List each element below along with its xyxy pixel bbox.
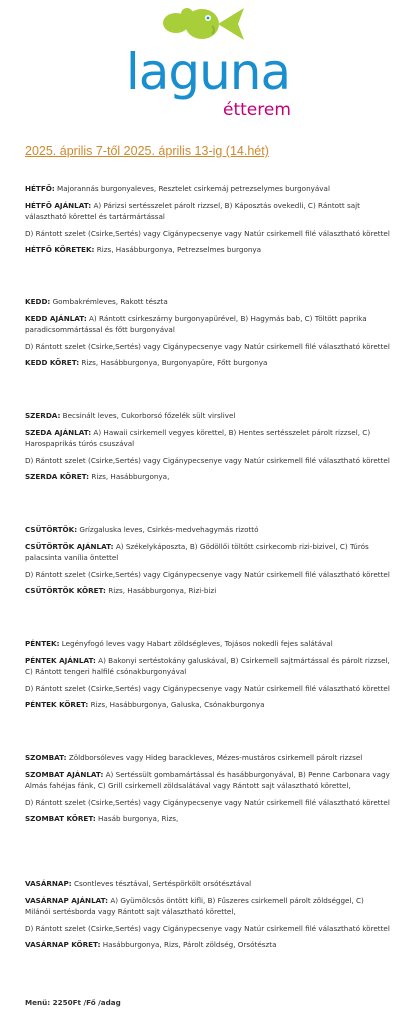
brand-sub: étterem <box>223 100 291 120</box>
soup-label: SZOMBAT: <box>25 753 67 762</box>
fixed-line: D) Rántott szelet (Csirke,Sertés) vagy Cigánypecsenye vagy Natúr csirkemell filé választható körettel <box>25 455 390 465</box>
offer-text: A) Rántott csirkeszárny burgonyapürével, B) Hagymás bab, C) Töltött paprika paradicsommártással és főtt burgonyával <box>25 313 367 334</box>
offer-line <box>25 200 390 223</box>
fixed-line: D) Rántott szelet (Csirke,Sertés) vagy Cigánypecsenye vagy Natúr csirkemell filé választható körettel <box>25 923 390 933</box>
side-line <box>25 813 390 825</box>
day-monday <box>25 183 390 261</box>
soup-text: Becsinált leves, Cukorborsó főzelék sült virslivel <box>62 411 236 420</box>
soup-label: KEDD: <box>25 297 51 306</box>
side-text: Rizs, Hasábburgonya, Galuska, Csónakburgonya <box>90 700 265 709</box>
side-label: CSÜTÖRTÖK KÖRET: <box>25 586 106 595</box>
side-label: SZERDA KÖRET: <box>25 472 90 481</box>
soup-line <box>25 296 390 308</box>
soup-line <box>25 878 390 890</box>
soup-text: Zöldborsóleves vagy Hideg barackleves, Mézes-mustáros csirkemell párolt rizzsel <box>68 753 363 762</box>
side-text: Rizs, Hasábburgonya, Petrezselmes burgonya <box>96 245 262 254</box>
brand-name: laguna <box>125 43 291 101</box>
soup-label: VASÁRNAP: <box>25 879 72 888</box>
offer-line <box>25 541 390 564</box>
side-line <box>25 585 390 597</box>
soup-text: Majorannás burgonyaleves, Resztelet csirkemáj petrezselymes burgonyával <box>57 184 330 193</box>
soup-text: Grízgaluska leves, Csirkés-medvehagymás rizottó <box>79 525 259 534</box>
soup-text: Gombakrémleves, Rakott tészta <box>52 297 168 306</box>
fixed-line: D) Rántott szelet (Csirke,Sertés) vagy Cigánypecsenye vagy Natúr csirkemell filé választható körettel <box>25 797 390 807</box>
offer-line <box>25 769 390 792</box>
side-label: VASÁRNAP KÖRET: <box>25 940 101 949</box>
soup-line <box>25 524 390 536</box>
side-label: SZOMBAT KÖRET: <box>25 814 96 823</box>
fixed-line: D) Rántott szelet (Csirke,Sertés) vagy Cigánypecsenye vagy Natúr csirkemell filé választható körettel <box>25 569 390 579</box>
side-label: HÉTFŐ KÖRETEK: <box>25 245 95 254</box>
offer-label: HÉTFŐ AJÁNLAT: <box>25 200 92 210</box>
offer-line <box>25 895 390 918</box>
soup-label: CSÜTÖRTÖK: <box>25 525 78 534</box>
offer-text: A) Gyümölcsös öntött kifli, B) Fűszeres csirkemell párolt zöldséggel, C) Milánói sertésborda vagy Rántott sajt választható körettel, <box>25 895 364 916</box>
offer-text: A) Hawaii csirkemell vegyes körettel, B) Hentes sertésszelet párolt rizzsel, C) Harospaprikás túrós csuszával <box>25 427 371 448</box>
day-sunday <box>25 878 390 956</box>
side-label: KEDD KÖRET: <box>25 358 80 367</box>
soup-line <box>25 638 390 650</box>
soup-line <box>25 183 390 195</box>
side-line <box>25 699 390 711</box>
offer-line <box>25 427 390 450</box>
day-wednesday <box>25 410 390 488</box>
day-thursday <box>25 524 390 602</box>
side-label: PÉNTEK KÖRET: <box>25 700 89 709</box>
offer-text: A) Bakonyi sertéstokány galuskával, B) Csirkemell sajtmártással és párolt rizzsel, C) Rántott tengeri halfilé csónakburgonyával <box>25 655 390 676</box>
side-text: Hasábburgonya, Rizs, Párolt zöldség, Orsótészta <box>102 940 277 949</box>
day-saturday <box>25 752 390 830</box>
side-text: Rizs, Hasábburgonya, Burgonyapüre, Főtt burgonya <box>81 358 268 367</box>
day-friday <box>25 638 390 716</box>
side-line <box>25 471 390 483</box>
side-line <box>25 244 390 256</box>
soup-label: SZERDA: <box>25 411 61 420</box>
day-tuesday <box>25 296 390 374</box>
soup-label: HÉTFŐ: <box>25 184 55 193</box>
offer-label: SZOMBAT AJÁNLAT: <box>25 769 104 779</box>
offer-line <box>25 313 390 336</box>
soup-line <box>25 410 390 422</box>
offer-text: A) Sertéssült gombamártással és hasábburgonyával, B) Penne Carbonara vagy Almás fahéjas fánk, C) Grill csirkemell zöldsalátával vagy Rántott sajt választható körettel, <box>25 769 390 790</box>
header <box>0 0 416 138</box>
soup-label: PÉNTEK: <box>25 639 60 648</box>
side-line <box>25 357 390 369</box>
fixed-line: D) Rántott szelet (Csirke,Sertés) vagy Cigánypecsenye vagy Natúr csirkemell filé választható körettel <box>25 683 390 693</box>
offer-label: SZEDA AJÁNLAT: <box>25 427 92 437</box>
offer-text: A) Párizsi sertésszelet párolt rizzsel, B) Káposztás ovekedli, C) Rántott sajt választható körettel és tartármártással <box>25 200 360 221</box>
side-text: Hasáb burgonya, Rizs, <box>98 814 179 823</box>
offer-label: PÉNTEK AJÁNLAT: <box>25 655 96 665</box>
offer-label: KEDD AJÁNLAT: <box>25 313 87 323</box>
offer-label: CSÜTÖRTÖK AJÁNLAT: <box>25 541 114 551</box>
soup-text: Legényfogó leves vagy Habart zöldségleves, Tojásos nokedli fejes salátával <box>61 639 333 648</box>
offer-line <box>25 655 390 678</box>
side-line <box>25 939 390 951</box>
fixed-line: D) Rántott szelet (Csirke,Sertés) vagy Cigánypecsenye vagy Natúr csirkemell filé választható körettel <box>25 228 390 238</box>
side-text: Rizs, Hasábburgonya, Rizi-bizi <box>108 586 217 595</box>
offer-text: A) Székelykáposzta, B) Gödöllői töltött csirkecomb rizi-bizivel, C) Túrós palacsinta vanília öntettel <box>25 541 369 562</box>
side-text: Rizs, Hasábburgonya, <box>91 472 170 481</box>
soup-text: Csontleves tésztával, Sertéspörkölt orsótésztával <box>73 879 252 888</box>
offer-label: VASÁRNAP AJÁNLAT: <box>25 895 109 905</box>
fixed-line: D) Rántott szelet (Csirke,Sertés) vagy Cigánypecsenye vagy Natúr csirkemell filé választható körettel <box>25 341 390 351</box>
soup-line <box>25 752 390 764</box>
week-title-link[interactable]: 2025. április 7-től 2025. április 13-ig (14.hét) <box>25 144 269 158</box>
menu-price: Menü: 2250Ft /Fő /adag <box>25 998 121 1007</box>
